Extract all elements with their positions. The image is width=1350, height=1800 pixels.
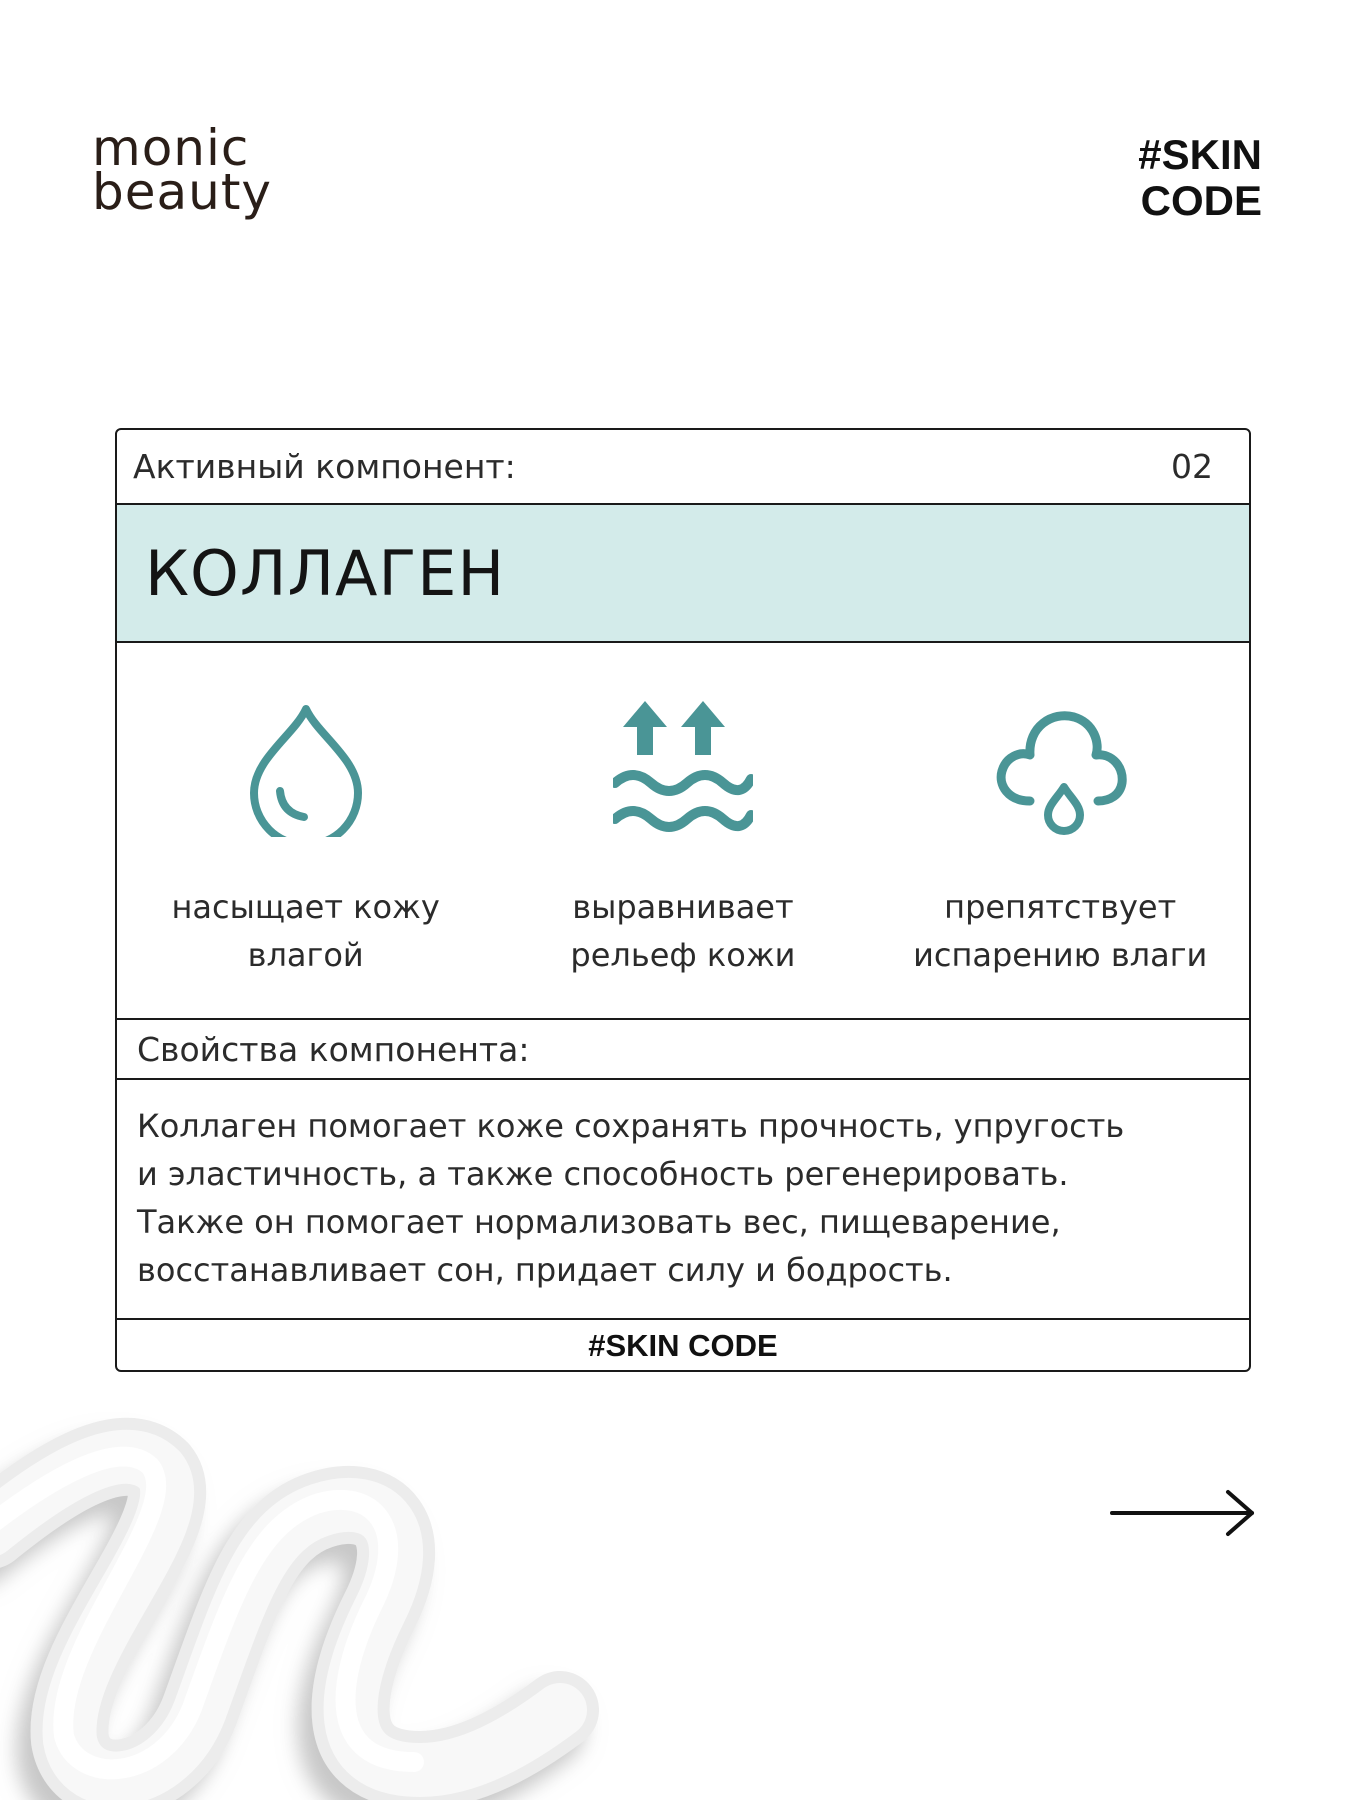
feature-caption-line2: испарению влаги	[913, 936, 1208, 974]
brand-logo-line2: beauty	[92, 163, 273, 221]
properties-label: Свойства компонента:	[137, 1029, 530, 1069]
feature-item	[117, 697, 494, 1018]
brand-logo-line1: monic	[92, 119, 250, 177]
properties-header	[117, 1020, 1249, 1080]
brand-logo	[92, 119, 273, 221]
card-header	[117, 430, 1249, 505]
cream-swirl-icon	[0, 1410, 640, 1800]
ingredient-card	[115, 428, 1251, 1372]
feature-caption-line2: рельеф кожи	[570, 936, 796, 974]
cloud-drop-icon	[990, 697, 1130, 837]
properties-text	[117, 1080, 1249, 1320]
feature-caption-line1: насыщает кожу	[171, 888, 440, 926]
hashtag-top-line2: CODE	[1140, 177, 1262, 224]
feature-item	[872, 697, 1249, 1018]
feature-caption	[570, 883, 795, 979]
feature-caption-line1: выравнивает	[572, 888, 794, 926]
feature-caption-line1: препятствует	[944, 888, 1177, 926]
arrow-right-icon[interactable]	[1110, 1488, 1260, 1538]
feature-caption	[171, 883, 439, 979]
water-drop-icon	[236, 697, 376, 837]
footer-hashtag: #SKIN CODE	[588, 1328, 778, 1363]
header-label: Активный компонент:	[133, 447, 516, 486]
feature-item	[494, 697, 871, 1018]
ingredient-title: КОЛЛАГЕН	[145, 536, 506, 610]
body-line: и эластичность, а также способность регенерировать.	[137, 1155, 1069, 1193]
body-line: Коллаген помогает коже сохранять прочность, упругость	[137, 1107, 1125, 1145]
body-line: Также он помогает нормализовать вес, пищеварение,	[137, 1203, 1061, 1241]
features-row	[117, 643, 1249, 1020]
hashtag-top-line1: #SKIN	[1138, 131, 1262, 178]
feature-caption-line2: влагой	[247, 936, 364, 974]
waves-arrows-up-icon	[613, 697, 753, 837]
hashtag-top	[1138, 132, 1262, 224]
header-number: 02	[1171, 447, 1213, 486]
card-footer	[117, 1320, 1249, 1372]
feature-caption	[913, 883, 1207, 979]
ingredient-title-row	[117, 505, 1249, 643]
body-line: восстанавливает сон, придает силу и бодрость.	[137, 1251, 953, 1289]
